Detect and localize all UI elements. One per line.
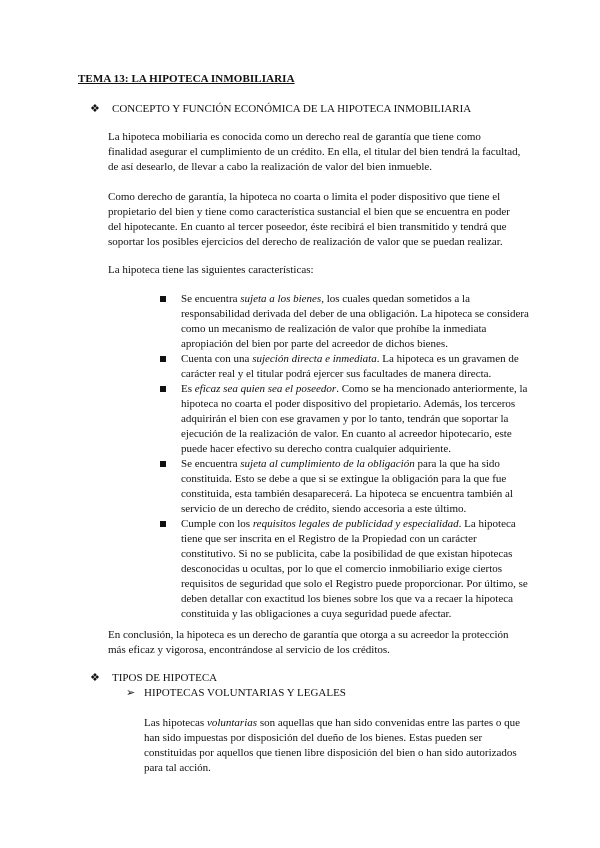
conclusion-paragraph: En conclusión, la hipoteca es un derecho de garantía que otorga a su acreedor la protección más eficaz y vigorosa, encontrándose al servicio de los créditos. (108, 629, 509, 656)
paragraph: Las hipotecas voluntarias son aquellas que han sido convenidas entre las partes o que han sido impuestas por disposición del dueño de los bienes. Estas pueden ser constituidas por aquellos que tienen libre disposición del bien o han sido autorizados para tal acción. (144, 717, 521, 774)
characteristics-list (160, 292, 530, 622)
paragraph: La hipoteca mobiliaria es conocida como un derecho real de garantía que tiene como finalidad asegurar el cumplimiento de un crédito. En ella, el titular del bien tendrá la facultad, de así desearlo, de llevar a cabo la realización de valor del bien inmueble. (108, 131, 521, 173)
page-title: TEMA 13: LA HIPOTECA INMOBILIARIA (78, 73, 295, 85)
square-bullet-icon (160, 386, 166, 392)
diamond-bullet-icon: ❖ (90, 103, 100, 115)
square-bullet-icon (160, 356, 166, 362)
subsection-heading (126, 686, 346, 701)
list-item: Es eficaz sea quien sea el poseedor. Como se ha mencionado anteriormente, la hipoteca no coarta el poder dispositivo del propietario. Además, los terceros adquirirán el bien con ese gravamen y por lo tanto, tendrán que soportar la ejecución de la realización de valor. En cuanto al acreedor hipotecario, este puede hacer efectivo su derecho contra cualquier adquiriente. (160, 382, 530, 457)
arrow-bullet-icon: ➢ (126, 687, 136, 699)
square-bullet-icon (160, 521, 166, 527)
section-heading-text: CONCEPTO Y FUNCIÓN ECONÓMICA DE LA HIPOTECA INMOBILIARIA (112, 103, 472, 115)
square-bullet-icon (160, 461, 166, 467)
paragraph: Como derecho de garantía, la hipoteca no coarta o limita el poder dispositivo que tiene el propietario del bien y tiene como característica sustancial el bien que se encuentra en poder del hipotecante. En cuanto al tercer poseedor, éste recibirá el bien transmitido y tendrá que soportar los posibles ejercicios del derecho de realización de valor que se puedan realizar. (108, 191, 510, 248)
list-item: Cumple con los requisitos legales de publicidad y especialidad. La hipoteca tiene que ser inscrita en el Registro de la Propiedad con un carácter constitutivo. Si no se publicita, cabe la posibilidad de que existan hipotecas desconocidas u ocultas, por lo que el comercio inmobiliario exige ciertos requisitos de seguridad que solo el Registro puede proporcionar. Por último, se deben detallar con exactitud los bienes sobre los que va a recaer la hipoteca constituida y las obligaciones a cuya seguridad puede afectar. (160, 517, 530, 622)
list-item: Cuenta con una sujeción directa e inmediata. La hipoteca es un gravamen de carácter real y el titular podrá ejercer sus facultades de manera directa. (160, 352, 530, 382)
paragraph: La hipoteca tiene las siguientes características: (108, 264, 314, 276)
list-item: Se encuentra sujeta al cumplimiento de la obligación para la que ha sido constituida. Esto se debe a que si se extingue la obligación para la que fue constituida, esta también desaparecerá. La hipoteca se encuentra también al servicio de un derecho de crédito, siendo accesoria a este último. (160, 457, 530, 517)
section-heading-text: TIPOS DE HIPOTECA (112, 672, 218, 684)
diamond-bullet-icon: ❖ (90, 672, 100, 684)
section-heading-tipos (90, 671, 217, 686)
subsection-heading-text: HIPOTECAS VOLUNTARIAS Y LEGALES (144, 687, 346, 699)
square-bullet-icon (160, 296, 166, 302)
list-item: Se encuentra sujeta a los bienes, los cuales quedan sometidos a la responsabilidad derivada del deber de una obligación. La hipoteca se considera como un mecanismo de realización de valor que prohíbe la inmediata apropiación del bien por parte del acreedor de dichos bienes. (160, 292, 530, 352)
section-heading-concepto (90, 102, 471, 117)
